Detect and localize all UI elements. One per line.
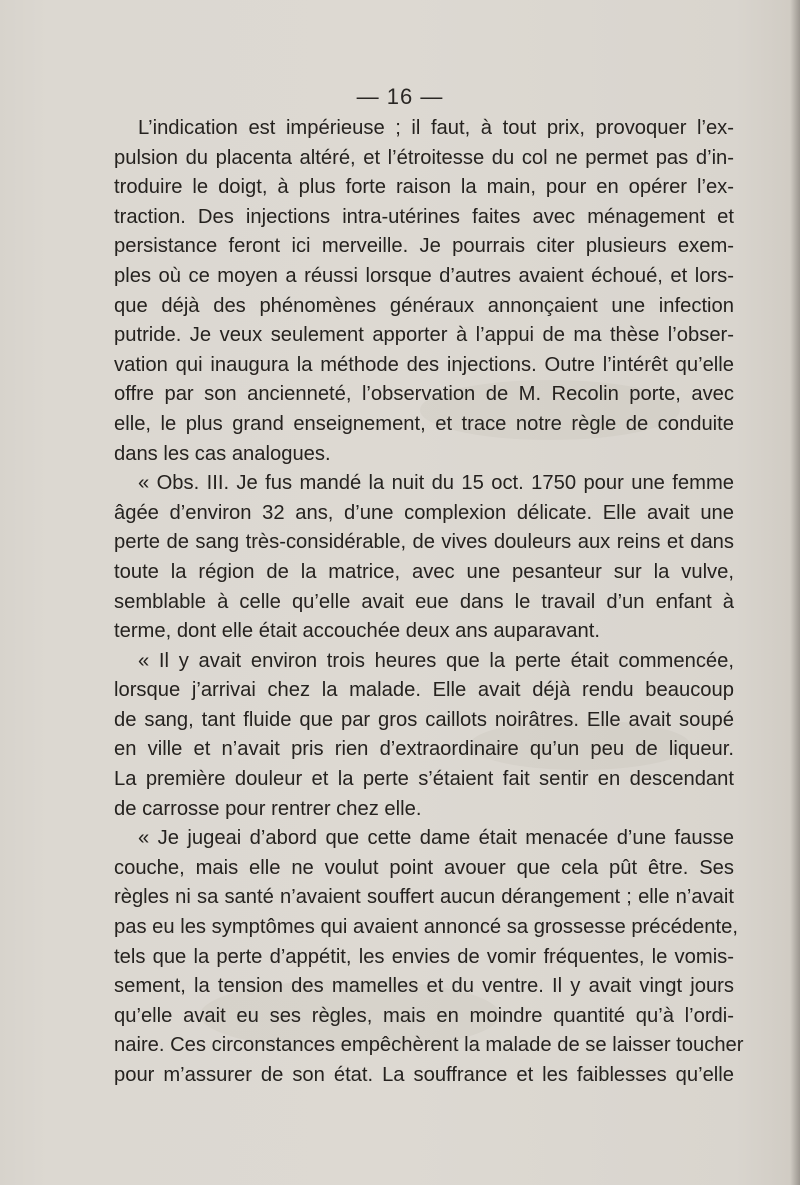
text-line: ples où ce moyen a réussi lorsque d’autres avaient échoué, et lors- — [114, 264, 734, 287]
text-line: L’indication est impérieuse ; il faut, à tout prix, provoquer l’ex- — [138, 117, 734, 139]
text-line: « Obs. III. Je fus mandé la nuit du 15 oct. 1750 pour une femme — [138, 472, 734, 495]
text-line: couche, mais elle ne voulut point avouer que cela pût être. Ses — [114, 856, 734, 879]
text-line: tels que la perte d’appétit, les envies de vomir fréquentes, le vomis- — [114, 945, 734, 968]
text-line: pas eu les symptômes qui avaient annoncé sa grossesse précédente, — [114, 916, 738, 939]
text-line: vation qui inaugura la méthode des injections. Outre l’intérêt qu’elle — [114, 353, 734, 376]
text-line: elle, le plus grand enseignement, et trace notre règle de conduite — [114, 412, 734, 435]
text-line: lorsque j’arrivai chez la malade. Elle avait déjà rendu beaucoup — [114, 679, 734, 702]
text-line: offre par son ancienneté, l’observation de M. Recolin porte, avec — [114, 383, 734, 406]
text-line: que déjà des phénomènes généraux annonçaient une infection — [114, 294, 734, 317]
text-line: âgée d’environ 32 ans, d’une complexion délicate. Elle avait une — [114, 501, 734, 524]
text-line: en ville et n’avait pris rien d’extraordinaire qu’un peu de liqueur. — [114, 738, 734, 761]
text-line: qu’elle avait eu ses règles, mais en moindre quantité qu’à l’ordi- — [114, 1004, 734, 1027]
text-line: troduire le doigt, à plus forte raison la main, pour en opérer l’ex- — [114, 176, 734, 199]
text-line: sement, la tension des mamelles et du ventre. Il y avait vingt jours — [114, 975, 734, 998]
text-line: naire. Ces circonstances empêchèrent la malade de se laisser toucher — [114, 1034, 744, 1057]
text-line: semblable à celle qu’elle avait eue dans le travail d’un enfant à — [114, 590, 734, 613]
text-line: terme, dont elle était accouchée deux ans auparavant. — [114, 620, 600, 643]
body-text — [114, 114, 744, 1091]
page-number: — 16 — — [356, 84, 444, 109]
text-line: « Il y avait environ trois heures que la perte était commencée, — [138, 649, 734, 672]
text-line: perte de sang très-considérable, de vives douleurs aux reins et dans — [114, 531, 734, 554]
text-line: traction. Des injections intra-utérines faites avec ménagement et — [114, 205, 734, 228]
text-line: règles ni sa santé n’avaient souffert aucun dérangement ; elle n’avait — [114, 886, 734, 909]
text-line: La première douleur et la perte s’étaient fait sentir en descendant — [114, 768, 734, 791]
page-edge-shadow — [790, 0, 800, 1185]
text-line: pour m’assurer de son état. La souffrance et les faiblesses qu’elle — [114, 1064, 734, 1086]
text-line: de carrosse pour rentrer chez elle. — [114, 797, 422, 820]
text-line: pulsion du placenta altéré, et l’étroitesse du col ne permet pas d’in- — [114, 146, 734, 169]
text-line: persistance feront ici merveille. Je pourrais citer plusieurs exem- — [114, 235, 734, 258]
text-line: « Je jugeai d’abord que cette dame était menacée d’une fausse — [138, 827, 734, 850]
text-line: putride. Je veux seulement apporter à l’appui de ma thèse l’obser- — [114, 324, 734, 347]
text-line: toute la région de la matrice, avec une pesanteur sur la vulve, — [114, 560, 734, 583]
text-line: de sang, tant fluide que par gros caillots noirâtres. Elle avait soupé — [114, 708, 734, 731]
text-line: dans les cas analogues. — [114, 442, 331, 465]
